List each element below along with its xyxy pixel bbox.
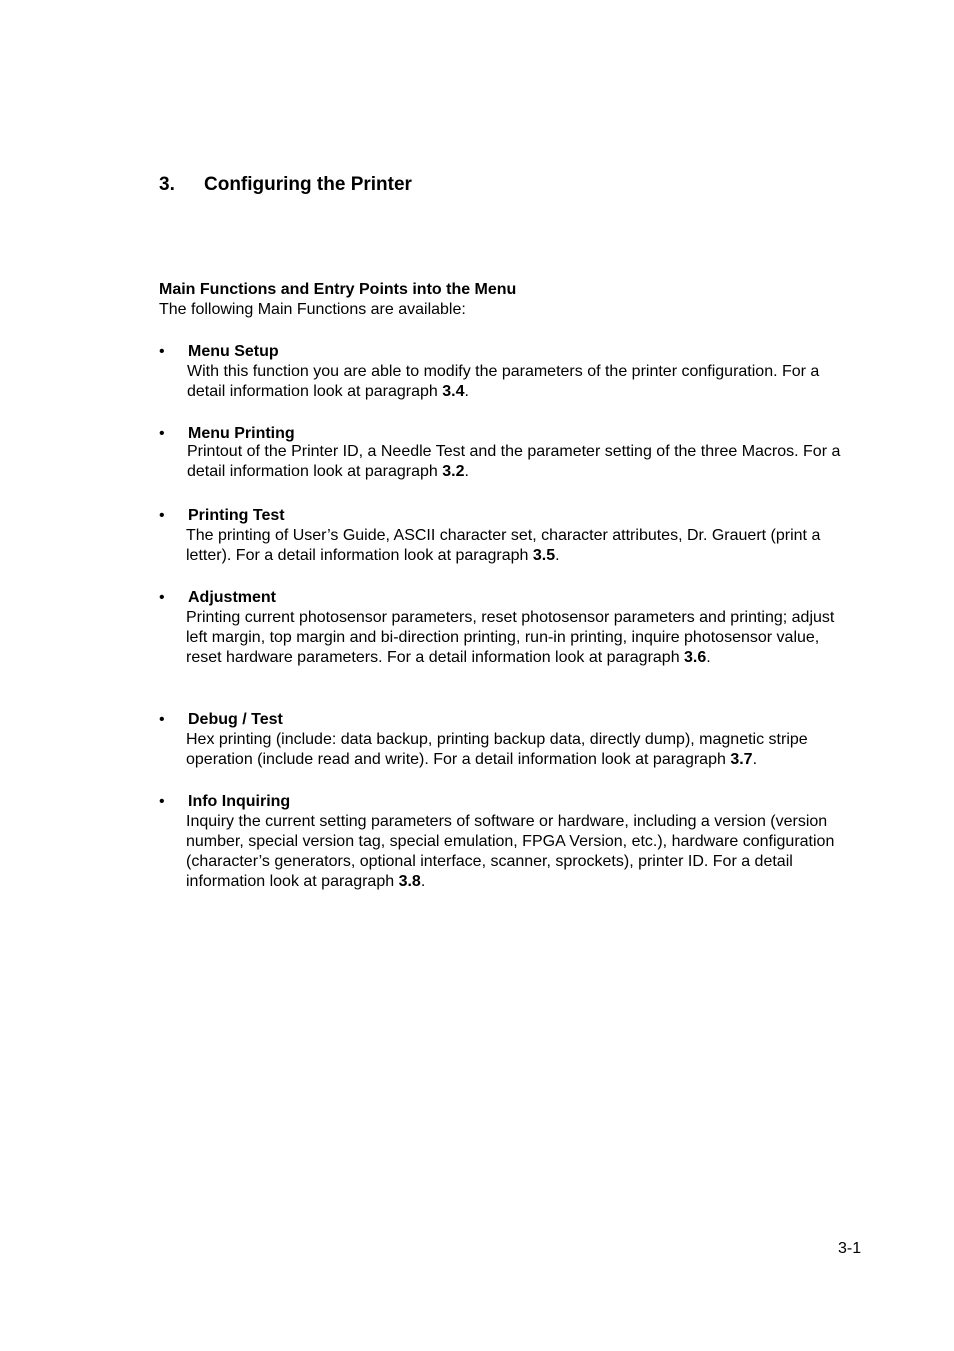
function-item-adjustment (159, 588, 859, 688)
function-title: Debug / Test (188, 711, 283, 728)
section-title: Main Functions and Entry Points into the Menu (159, 281, 517, 298)
function-description: Printing current photosensor parameters, reset photosensor parameters and printing; adjust left margin, top margin and bi-direction printing, run-in printing, inquire photosensor value, reset hardware parameters. For a detail information look at paragraph 3.6. (186, 609, 835, 666)
paragraph-reference: 3.2 (442, 463, 465, 480)
function-description: Printout of the Printer ID, a Needle Test and the parameter setting of the three Macros. For a detail information look at paragraph 3.2. (187, 443, 841, 480)
function-item-menu-setup (159, 342, 859, 404)
function-item-info-inquiring (159, 792, 859, 896)
paragraph-reference: 3.6 (684, 649, 707, 666)
function-item-debug-test (159, 710, 859, 772)
function-description: With this function you are able to modify the parameters of the printer configuration. For a detail information look at paragraph 3.4. (187, 363, 820, 400)
function-item-menu-printing (159, 424, 859, 484)
chapter-title: Configuring the Printer (204, 174, 412, 195)
paragraph-reference: 3.5 (532, 547, 556, 564)
function-description: Inquiry the current setting parameters of software or hardware, including a version (version number, special version tag, special emulation, FPGA Version, etc.), hardware configuration (character’s generators, optional interface, scanner, sprockets), printer ID. For a detail information look at paragraph 3.8. (186, 813, 835, 890)
function-title: Menu Setup (188, 343, 279, 360)
bullet-icon: • (159, 507, 165, 524)
function-title: Menu Printing (188, 425, 295, 442)
function-item-printing-test (159, 506, 859, 568)
section-intro: The following Main Functions are available: (159, 301, 466, 318)
bullet-icon: • (159, 343, 165, 360)
bullet-icon: • (159, 711, 165, 728)
bullet-icon: • (159, 425, 165, 442)
function-title: Info Inquiring (188, 793, 291, 810)
chapter-number: 3. (159, 174, 175, 195)
paragraph-reference: 3.8 (398, 873, 421, 890)
paragraph-reference: 3.7 (730, 751, 753, 768)
function-title: Printing Test (188, 507, 285, 524)
chapter-heading (159, 174, 412, 196)
function-description: Hex printing (include: data backup, printing backup data, directly dump), magnetic stripe operation (include read and write). For a detail information look at paragraph 3.7. (186, 731, 808, 768)
bullet-icon: • (159, 589, 165, 606)
bullet-icon: • (159, 793, 165, 810)
function-description: The printing of User’s Guide, ASCII character set, character attributes, Dr. Grauert (print a letter). For a detail information look at paragraph 3.5. (186, 527, 821, 564)
page-number: 3-1 (838, 1240, 862, 1257)
paragraph-reference: 3.4 (442, 383, 465, 400)
function-title: Adjustment (188, 589, 276, 606)
